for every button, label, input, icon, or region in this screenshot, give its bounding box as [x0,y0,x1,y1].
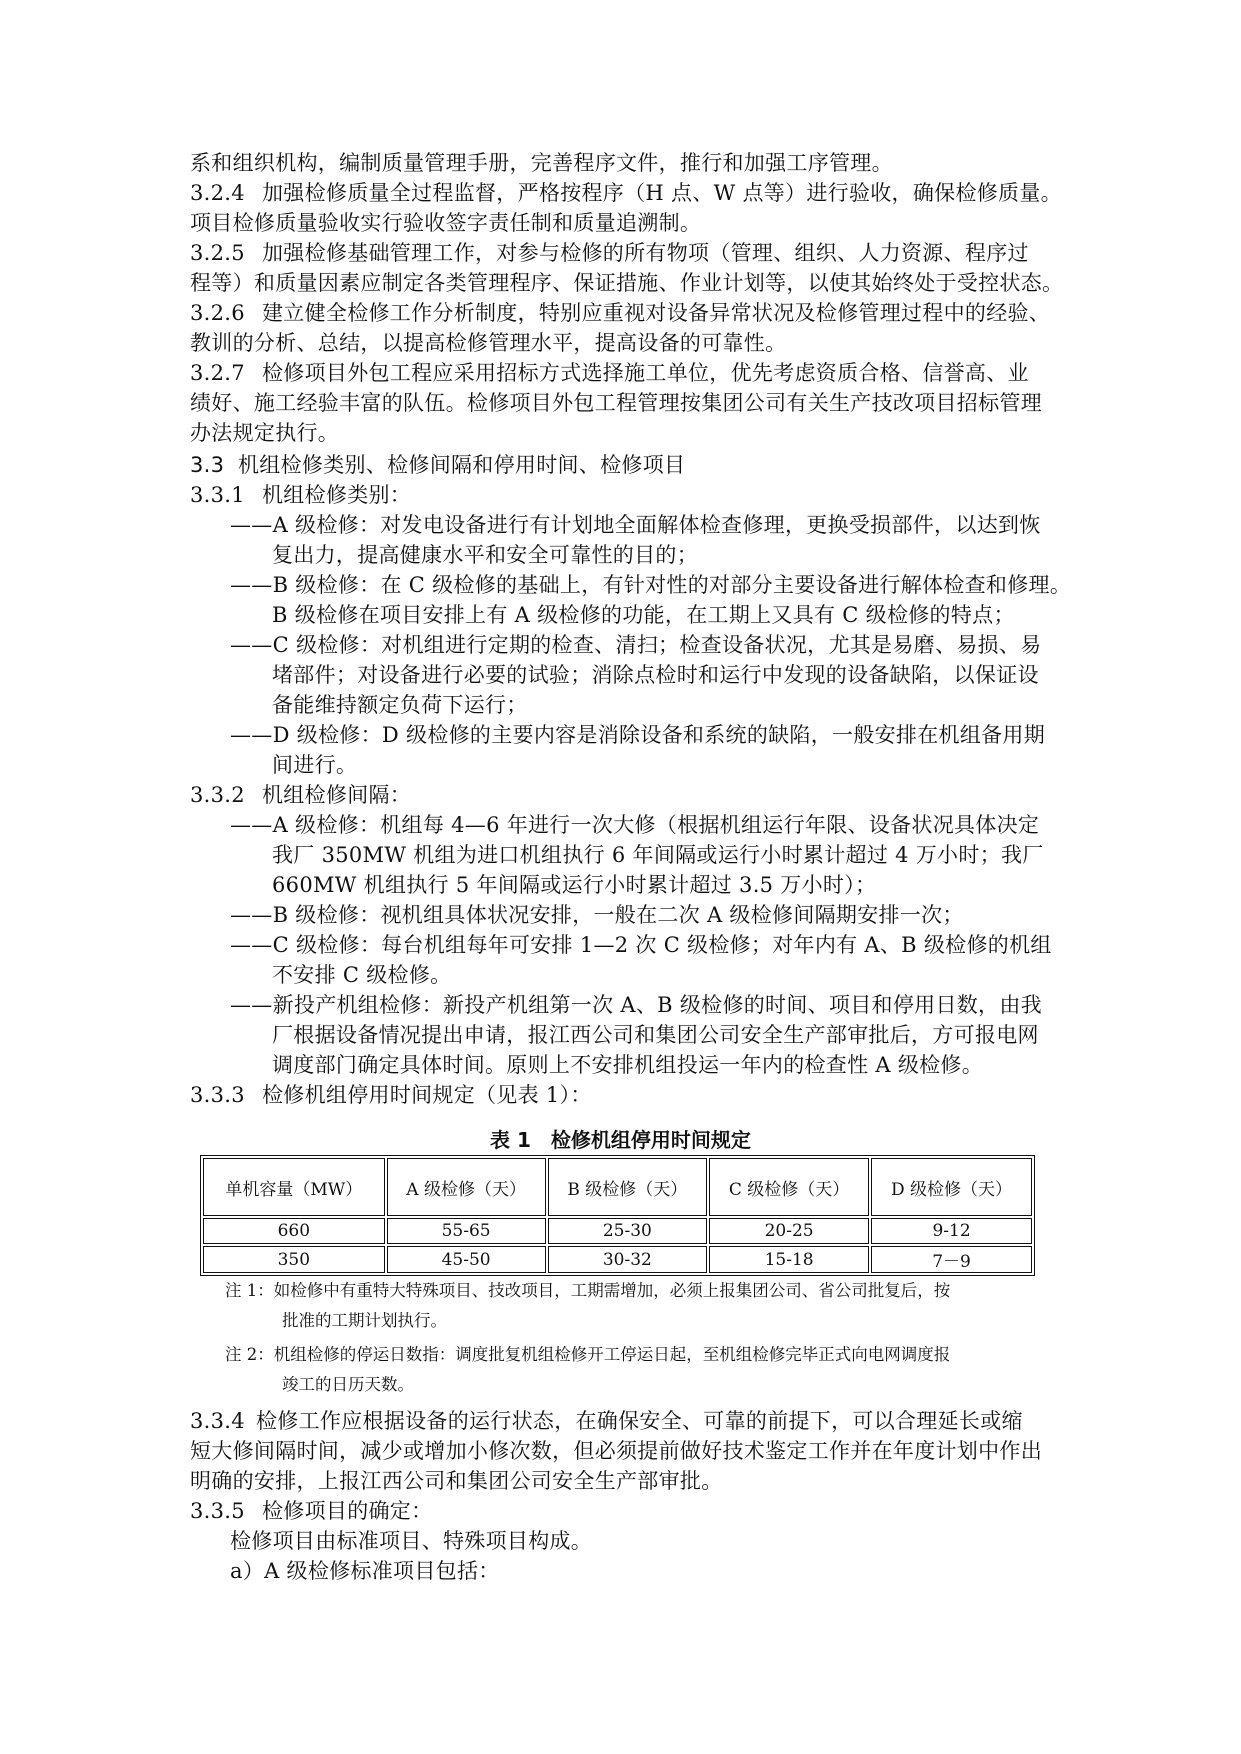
list-item-continued: 调度部门确定具体时间。原则上不安排机组投运一年内的检查性 A 级检修。 [272,1053,984,1077]
table-note-1-continued: 批准的工期计划执行。 [282,1311,447,1330]
table-cell: 45-50 [387,1246,546,1273]
table-cell: 7－9 [871,1246,1032,1273]
clause-number: 3.3.4 [190,1409,245,1433]
table-cell: 25-30 [548,1218,707,1244]
clause-3-2-4 [190,178,1062,208]
list-item-continued: 不安排 C 级检修。 [272,963,452,987]
table-note-2: 注 2：机组检修的停运日数指：调度批复机组检修开工停运日起，至机组检修完毕正式向电网调度报 [225,1345,951,1364]
list-item: ——B 级检修：在 C 级检修的基础上，有针对性的对部分主要设备进行解体检查和修理。 [230,573,1072,597]
clause-text: 机组检修间隔： [262,783,412,807]
list-item: a）A 级检修标准项目包括： [230,1559,500,1583]
clause-text: 机组检修类别： [262,483,412,507]
header-cell: D 级检修（天） [871,1158,1032,1216]
clause-number: 3.2.5 [190,241,245,265]
header-cell: 单机容量（MW） [203,1158,385,1216]
list-item-continued: 堵部件；对设备进行必要的试验；消除点检时和运行中发现的设备缺陷，以保证设 [272,663,1039,687]
clause-3-3-3 [190,1080,592,1110]
clause-number: 3.3.3 [190,1083,245,1107]
clause-number: 3.3.1 [190,483,245,507]
header-cell: B 级检修（天） [548,1158,707,1216]
table-cell: 15-18 [709,1246,869,1273]
list-item-continued: 备能维持额定负荷下运行； [272,693,528,717]
paragraph-line: 教训的分析、总结，以提高检修管理水平，提高设备的可靠性。 [190,331,787,355]
paragraph-line: 办法规定执行。 [190,421,340,445]
header-cell: C 级检修（天） [709,1158,869,1216]
list-item: ——C 级检修：对机组进行定期的检查、清扫；检查设备状况，尤其是易磨、易损、易 [230,633,1042,657]
table-cell: 30-32 [548,1246,707,1273]
clause-text: 加强检修基础管理工作，对参与检修的所有物项（管理、组织、人力资源、程序过 [262,241,1029,265]
section-number: 3.3 [190,453,225,477]
clause-text: 检修项目的确定： [262,1499,433,1523]
list-item: ——C 级检修：每台机组每年可安排 1—2 次 C 级检修；对年内有 A、B 级检修的机组 [230,933,1052,957]
list-item-continued: 660MW 机组执行 5 年间隔或运行小时累计超过 3.5 万小时）； [272,873,877,897]
list-item-continued: 复出力，提高健康水平和安全可靠性的目的； [272,543,698,567]
table-header-row [203,1158,1032,1216]
list-item: ——A 级检修：机组每 4—6 年进行一次大修（根据机组运行年限、设备状况具体决定 [230,813,1040,837]
clause-text: 检修工作应根据设备的运行状态，在确保安全、可靠的前提下，可以合理延长或缩 [256,1409,1023,1433]
paragraph-line: 项目检修质量验收实行验收签字责任制和质量追溯制。 [190,211,702,235]
clause-text: 建立健全检修工作分析制度，特别应重视对设备异常状况及检修管理过程中的经验、 [262,301,1051,325]
clause-3-2-6 [190,298,1050,328]
table-cell: 660 [203,1218,385,1244]
list-item: ——A 级检修：对发电设备进行有计划地全面解体检查修理，更换受损部件，以达到恢 [230,513,1041,537]
paragraph-line: 短大修间隔时间，减少或增加小修次数，但必须提前做好技术鉴定工作并在年度计划中作出 [190,1439,1042,1463]
list-item-continued: 我厂 350MW 机组为进口机组执行 6 年间隔或运行小时累计超过 4 万小时；我厂 [272,843,1044,867]
table-row [203,1218,1032,1244]
paragraph-line: 检修项目由标准项目、特殊项目构成。 [230,1529,593,1553]
clause-3-3-1 [190,480,411,510]
clause-number: 3.2.4 [190,181,245,205]
clause-3-3-2 [190,780,411,810]
clause-3-3-4 [190,1406,1023,1436]
clause-number: 3.3.5 [190,1499,245,1523]
table-cell: 350 [203,1246,385,1273]
paragraph-line: 系和组织机构，编制质量管理手册，完善程序文件，推行和加强工序管理。 [190,151,893,175]
clause-3-2-7 [190,358,1029,388]
list-item-continued: 间进行。 [272,753,358,777]
section-title: 机组检修类别、检修间隔和停用时间、检修项目 [238,453,686,477]
list-item: ——B 级检修：视机组具体状况安排，一般在二次 A 级检修间隔期安排一次； [230,903,964,927]
table-note-1: 注 1：如检修中有重特大特殊项目、技改项目，工期需增加，必须上报集团公司、省公司批复后，按 [225,1281,951,1300]
clause-number: 3.2.6 [190,301,245,325]
paragraph-line: 明确的安排，上报江西公司和集团公司安全生产部审批。 [190,1469,723,1493]
table-row [203,1246,1032,1273]
clause-3-2-5 [190,238,1029,268]
paragraph-line: 程等）和质量因素应制定各类管理程序、保证措施、作业计划等，以使其始终处于受控状态。 [190,271,1064,295]
list-item: ——D 级检修：D 级检修的主要内容是消除设备和系统的缺陷，一般安排在机组备用期 [230,723,1046,747]
clause-text: 加强检修质量全过程监督，严格按程序（H 点、W 点等）进行验收，确保检修质量。 [262,181,1062,205]
table-caption: 表 1 检修机组停用时间规定 [490,1128,751,1152]
section-heading-3-3 [190,450,685,480]
table-cell: 55-65 [387,1218,546,1244]
clause-number: 3.3.2 [190,783,245,807]
table-cell: 9-12 [871,1218,1032,1244]
list-item-continued: B 级检修在项目安排上有 A 级检修的功能，在工期上又具有 C 级检修的特点； [272,603,1015,627]
list-item-continued: 厂根据设备情况提出申请，报江西公司和集团公司安全生产部审批后，方可报电网 [272,1023,1039,1047]
clause-3-3-5 [190,1496,432,1526]
clause-text: 检修项目外包工程应采用招标方式选择施工单位，优先考虑资质合格、信誉高、业 [262,361,1029,385]
header-cell: A 级检修（天） [387,1158,546,1216]
list-item: ——新投产机组检修：新投产机组第一次 A、B 级检修的时间、项目和停用日数，由我 [230,993,1042,1017]
clause-text: 检修机组停用时间规定（见表 1）： [262,1083,592,1107]
clause-number: 3.2.7 [190,361,245,385]
paragraph-line: 绩好、施工经验丰富的队伍。检修项目外包工程管理按集团公司有关生产技改项目招标管理 [190,391,1042,415]
downtime-table [200,1155,1035,1276]
table-note-2-continued: 竣工的日历天数。 [282,1375,414,1394]
table-cell: 20-25 [709,1218,869,1244]
